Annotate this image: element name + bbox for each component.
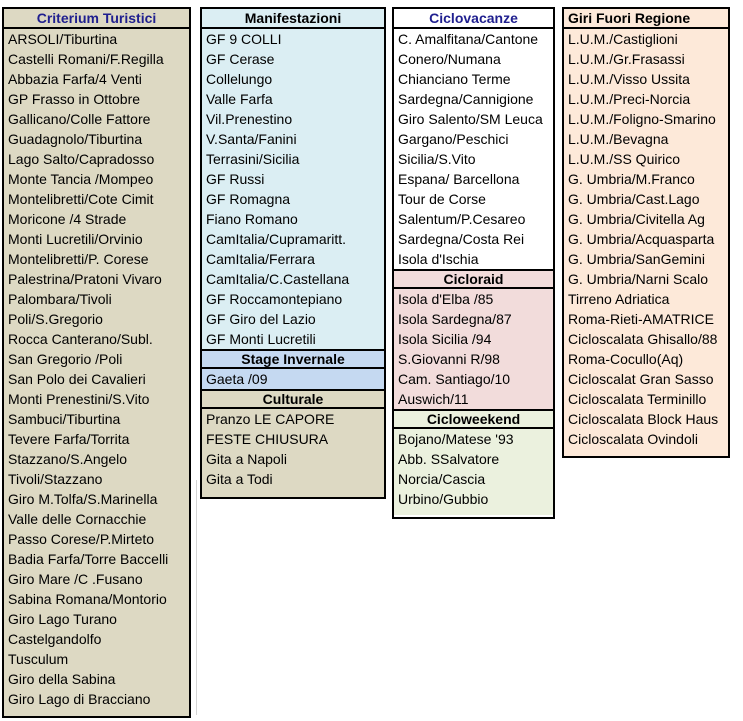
criterium-item: Giro della Sabina xyxy=(8,671,116,687)
manifestazioni-list xyxy=(202,29,384,349)
criterium-item: Gallicano/Colle Fattore xyxy=(8,111,151,127)
giri-item: L.U.M./SS Quirico xyxy=(568,151,681,167)
criterium-item: Palombara/Tivoli xyxy=(8,291,112,307)
giri-panel xyxy=(562,7,730,458)
criterium-item: Tusculum xyxy=(8,651,69,667)
giri-item: Cicloscalata Block Haus xyxy=(568,411,719,427)
criterium-item: Abbazia Farfa/4 Venti xyxy=(8,71,142,87)
manifestazioni-item: GF Monti Lucretili xyxy=(206,331,316,347)
criterium-item: Castelgandolfo xyxy=(8,631,102,647)
manifestazioni-title: Manifestazioni xyxy=(202,9,384,29)
cicloweekend-item: Abb. SSalvatore xyxy=(398,451,500,467)
criterium-item: Valle delle Cornacchie xyxy=(8,511,147,527)
ciclovacanze-item: Salentum/P.Cesareo xyxy=(398,211,526,227)
culturale-item: Pranzo LE CAPORE xyxy=(206,411,335,427)
ciclovacanze-item: Giro Salento/SM Leuca xyxy=(398,111,543,127)
giri-item: L.U.M./Preci-Norcia xyxy=(568,91,691,107)
manifestazioni-item: Valle Farfa xyxy=(206,91,273,107)
ciclovacanze-item: Sardegna/Cannigione xyxy=(398,91,534,107)
manifestazioni-item: GF Cerase xyxy=(206,51,275,67)
giri-item: G. Umbria/Acquasparta xyxy=(568,231,715,247)
giri-item: G. Umbria/Civitella Ag xyxy=(568,211,705,227)
manifestazioni-item: V.Santa/Fanini xyxy=(206,131,297,147)
criterium-item: Monti Lucretili/Orvinio xyxy=(8,231,143,247)
giri-list xyxy=(564,29,728,449)
criterium-item: Castelli Romani/F.Regilla xyxy=(8,51,164,67)
cicloweekend-item: Norcia/Cascia xyxy=(398,471,486,487)
stage-title: Stage Invernale xyxy=(202,349,384,369)
cicloraid-item: Isola Sicilia /94 xyxy=(398,331,492,347)
cicloweekend-list xyxy=(394,429,553,515)
ciclovacanze-item: Sardegna/Costa Rei xyxy=(398,231,525,247)
culturale-item: Gita a Todi xyxy=(206,471,273,487)
manifestazioni-item: GF Roccamontepiano xyxy=(206,291,343,307)
manifestazioni-item: GF Russi xyxy=(206,171,265,187)
cicloraid-item: Cam. Santiago/10 xyxy=(398,371,511,387)
criterium-item: Tivoli/Stazzano xyxy=(8,471,103,487)
criterium-item: ARSOLI/Tiburtina xyxy=(8,31,118,47)
criterium-panel xyxy=(2,7,191,718)
giri-item: Cicloscalat Gran Sasso xyxy=(568,371,714,387)
ciclovacanze-item: C. Amalfitana/Cantone xyxy=(398,31,539,47)
criterium-item: Montelibretti/P. Corese xyxy=(8,251,149,267)
criterium-list xyxy=(4,29,189,709)
cicloraid-item: Auswich/11 xyxy=(398,391,469,407)
culturale-title: Culturale xyxy=(202,389,384,409)
giri-item: Cicloscalata Ghisallo/88 xyxy=(568,331,718,347)
manifestazioni-item: CamItalia/C.Castellana xyxy=(206,271,350,287)
cicloraid-item: S.Giovanni R/98 xyxy=(398,351,500,367)
giri-title: Giri Fuori Regione xyxy=(564,9,728,29)
criterium-item: Giro Lago Turano xyxy=(8,611,117,627)
cicloraid-title: Cicloraid xyxy=(394,269,553,289)
criterium-item: San Polo dei Cavalieri xyxy=(8,371,146,387)
criterium-item: Poli/S.Gregorio xyxy=(8,311,103,327)
criterium-item: Stazzano/S.Angelo xyxy=(8,451,128,467)
criterium-item: Guadagnolo/Tiburtina xyxy=(8,131,143,147)
giri-item: G. Umbria/M.Franco xyxy=(568,171,695,187)
manifestazioni-item: Terrasini/Sicilia xyxy=(206,151,300,167)
manifestazioni-item: Collelungo xyxy=(206,71,273,87)
criterium-item: Sabina Romana/Montorio xyxy=(8,591,167,607)
giri-item: G. Umbria/Cast.Lago xyxy=(568,191,700,207)
manifestazioni-item: GF 9 COLLI xyxy=(206,31,282,47)
giri-item: L.U.M./Castiglioni xyxy=(568,31,678,47)
criterium-item: San Gregorio /Poli xyxy=(8,351,123,367)
giri-item: G. Umbria/Narni Scalo xyxy=(568,271,709,287)
criterium-title: Criterium Turistici xyxy=(4,9,189,29)
ciclovacanze-item: Isola d'Ischia xyxy=(398,251,479,267)
cicloraid-list xyxy=(394,289,553,409)
cicloweekend-item: Urbino/Gubbio xyxy=(398,491,489,507)
giri-item: L.U.M./Visso Ussita xyxy=(568,71,690,87)
giri-item: Cicloscalata Ovindoli xyxy=(568,431,698,447)
criterium-item: Lago Salto/Capradosso xyxy=(8,151,155,167)
criterium-item: Sambuci/Tiburtina xyxy=(8,411,121,427)
giri-item: L.U.M./Bevagna xyxy=(568,131,669,147)
stage-list xyxy=(202,369,384,389)
ciclovacanze-item: Gargano/Peschici xyxy=(398,131,509,147)
criterium-item: Monti Prenestini/S.Vito xyxy=(8,391,150,407)
cicloweekend-item: Bojano/Matese '93 xyxy=(398,431,514,447)
criterium-item: Giro Lago di Bracciano xyxy=(8,691,151,707)
giri-item: L.U.M./Gr.Frasassi xyxy=(568,51,685,67)
cicloweekend-title: Cicloweekend xyxy=(394,409,553,429)
manifestazioni-item: Vil.Prenestino xyxy=(206,111,293,127)
grid-line xyxy=(196,480,197,715)
criterium-item: Badia Farfa/Torre Baccelli xyxy=(8,551,169,567)
giri-item: Cicloscalata Terminillo xyxy=(568,391,707,407)
manifestazioni-item: CamItalia/Cupramaritt. xyxy=(206,231,347,247)
cicloraid-item: Isola d'Elba /85 xyxy=(398,291,494,307)
criterium-item: GP Frasso in Ottobre xyxy=(8,91,141,107)
criterium-item: Giro Mare /C .Fusano xyxy=(8,571,143,587)
criterium-item: Giro M.Tolfa/S.Marinella xyxy=(8,491,158,507)
ciclovacanze-list xyxy=(394,29,553,269)
manifestazioni-item: CamItalia/Ferrara xyxy=(206,251,315,267)
criterium-item: Monte Tancia /Mompeo xyxy=(8,171,154,187)
giri-item: G. Umbria/SanGemini xyxy=(568,251,705,267)
criterium-item: Moricone /4 Strade xyxy=(8,211,127,227)
giri-item: L.U.M./Foligno-Smarino xyxy=(568,111,716,127)
manifestazioni-item: Fiano Romano xyxy=(206,211,298,227)
ciclovacanze-item: Conero/Numana xyxy=(398,51,501,67)
ciclovacanze-panel xyxy=(392,7,555,519)
manifestazioni-item: GF Giro del Lazio xyxy=(206,311,316,327)
criterium-item: Montelibretti/Cote Cimit xyxy=(8,191,154,207)
manifestazioni-item: GF Romagna xyxy=(206,191,291,207)
ciclovacanze-item: Tour de Corse xyxy=(398,191,486,207)
cicloraid-item: Isola Sardegna/87 xyxy=(398,311,512,327)
stage-item: Gaeta /09 xyxy=(206,371,268,387)
giri-item: Tirreno Adriatica xyxy=(568,291,670,307)
criterium-item: Tevere Farfa/Torrita xyxy=(8,431,130,447)
ciclovacanze-item: Chianciano Terme xyxy=(398,71,511,87)
giri-item: Roma-Rieti-AMATRICE xyxy=(568,311,714,327)
criterium-item: Rocca Canterano/Subl. xyxy=(8,331,153,347)
ciclovacanze-item: Espana/ Barcellona xyxy=(398,171,520,187)
manifestazioni-panel xyxy=(200,7,386,499)
culturale-list xyxy=(202,409,384,497)
giri-item: Roma-Cocullo(Aq) xyxy=(568,351,684,367)
culturale-item: Gita a Napoli xyxy=(206,451,287,467)
ciclovacanze-title: Ciclovacanze xyxy=(394,9,553,29)
criterium-item: Passo Corese/P.Mirteto xyxy=(8,531,155,547)
ciclovacanze-item: Sicilia/S.Vito xyxy=(398,151,476,167)
criterium-item: Palestrina/Pratoni Vivaro xyxy=(8,271,162,287)
culturale-item: FESTE CHIUSURA xyxy=(206,431,329,447)
